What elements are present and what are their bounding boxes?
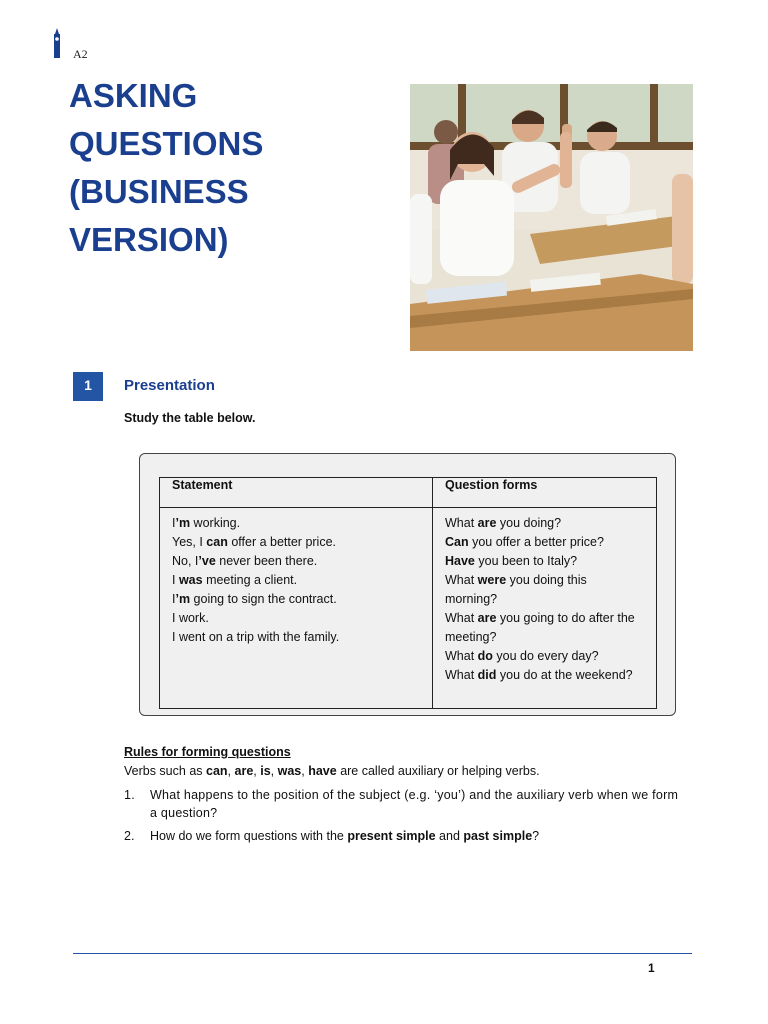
table-line <box>445 666 644 685</box>
bold-term: was <box>178 573 203 587</box>
title-line: QUESTIONS <box>69 125 264 162</box>
text-run: you doing? <box>496 516 562 530</box>
question-text <box>150 786 689 822</box>
bold-term: are <box>477 516 497 530</box>
table-line <box>172 533 420 552</box>
text-run: never been there. <box>215 554 318 568</box>
table-header-statement: Statement <box>160 478 433 508</box>
rule-question <box>124 827 689 845</box>
page-number: 1 <box>648 961 655 975</box>
table-line <box>172 628 420 647</box>
text-run: are called auxiliary or helping verbs. <box>336 764 540 778</box>
title-line: VERSION) <box>69 221 229 258</box>
text-run: What <box>445 649 478 663</box>
questions-list <box>445 514 644 685</box>
text-run: I went on a trip with the family. <box>172 630 340 644</box>
text-run: What <box>445 573 478 587</box>
table-line <box>445 628 644 647</box>
text-run: meeting? <box>445 630 497 644</box>
rules-intro <box>124 764 540 778</box>
text-run: I <box>172 573 179 587</box>
bold-term: are <box>477 611 497 625</box>
text-run: How do we form questions with the <box>150 829 348 843</box>
text-run: you going to do after the <box>496 611 635 625</box>
table-line <box>172 571 420 590</box>
text-run: morning? <box>445 592 498 606</box>
text-run: , <box>301 764 309 778</box>
text-run: you offer a better price? <box>468 535 604 549</box>
classroom-photo <box>410 84 693 351</box>
table-line <box>445 533 644 552</box>
bold-term: Have <box>445 554 475 568</box>
text-run: Verbs such as <box>124 764 206 778</box>
text-run: offer a better price. <box>227 535 337 549</box>
bold-term: can <box>206 535 228 549</box>
text-run: No, I <box>172 554 199 568</box>
text-run: , <box>270 764 278 778</box>
section-instruction: Study the table below. <box>124 411 256 425</box>
table-line <box>445 647 644 666</box>
table-line <box>172 590 420 609</box>
rules-heading: Rules for forming questions <box>124 745 291 759</box>
question-number: 1. <box>124 788 135 802</box>
text-run: you doing this <box>506 573 587 587</box>
footer-divider <box>73 953 692 954</box>
bold-term: did <box>477 668 497 682</box>
text-run: Yes, I <box>172 535 207 549</box>
text-run: and <box>435 829 464 843</box>
bold-term: was <box>277 764 302 778</box>
section-number-badge: 1 <box>73 372 103 401</box>
bold-term: is <box>260 764 271 778</box>
table-header-question-forms: Question forms <box>433 478 657 508</box>
question-number: 2. <box>124 829 135 843</box>
text-run: meeting a client. <box>202 573 298 587</box>
page-title <box>69 72 389 264</box>
table-line <box>172 514 420 533</box>
bold-term: ’ve <box>198 554 216 568</box>
text-run: you do at the weekend? <box>496 668 633 682</box>
text-run: going to sign the contract. <box>190 592 337 606</box>
question-text <box>150 827 689 845</box>
text-run: , <box>253 764 261 778</box>
table-line <box>445 552 644 571</box>
text-run: you been to Italy? <box>474 554 578 568</box>
text-run: , <box>227 764 235 778</box>
table-line <box>445 571 644 590</box>
statements-list <box>172 514 420 647</box>
table-line <box>172 552 420 571</box>
questions-cell <box>433 508 657 709</box>
grammar-table <box>159 477 657 709</box>
bold-term: ’m <box>175 516 191 530</box>
bold-term: were <box>477 573 507 587</box>
text-run: I work. <box>172 611 209 625</box>
table-line <box>445 590 644 609</box>
bold-term: ’m <box>175 592 191 606</box>
bold-term: Can <box>445 535 469 549</box>
title-line: (BUSINESS <box>69 173 249 210</box>
statements-cell <box>160 508 433 709</box>
level-label: A2 <box>73 47 88 61</box>
table-line <box>172 609 420 628</box>
table-line <box>445 514 644 533</box>
title-line: ASKING <box>69 77 198 114</box>
text-run: What <box>445 611 478 625</box>
bold-term: can <box>206 764 228 778</box>
bold-term: present simple <box>347 829 436 843</box>
text-run: you do every day? <box>492 649 599 663</box>
bold-term: are <box>234 764 254 778</box>
text-run: What happens to the position of the subject (e.g. ‘you’) and the auxiliary verb when we form a question? <box>150 788 679 820</box>
rule-question <box>124 786 689 822</box>
bold-term: have <box>308 764 337 778</box>
text-run: What <box>445 516 478 530</box>
bold-term: past simple <box>463 829 533 843</box>
text-run: I <box>172 592 176 606</box>
text-run: working. <box>190 516 241 530</box>
bold-term: do <box>477 649 493 663</box>
big-ben-logo-icon <box>52 28 62 58</box>
text-run: ? <box>532 829 540 843</box>
section-title: Presentation <box>124 377 215 394</box>
table-line <box>445 609 644 628</box>
text-run: I <box>172 516 176 530</box>
text-run: What <box>445 668 478 682</box>
